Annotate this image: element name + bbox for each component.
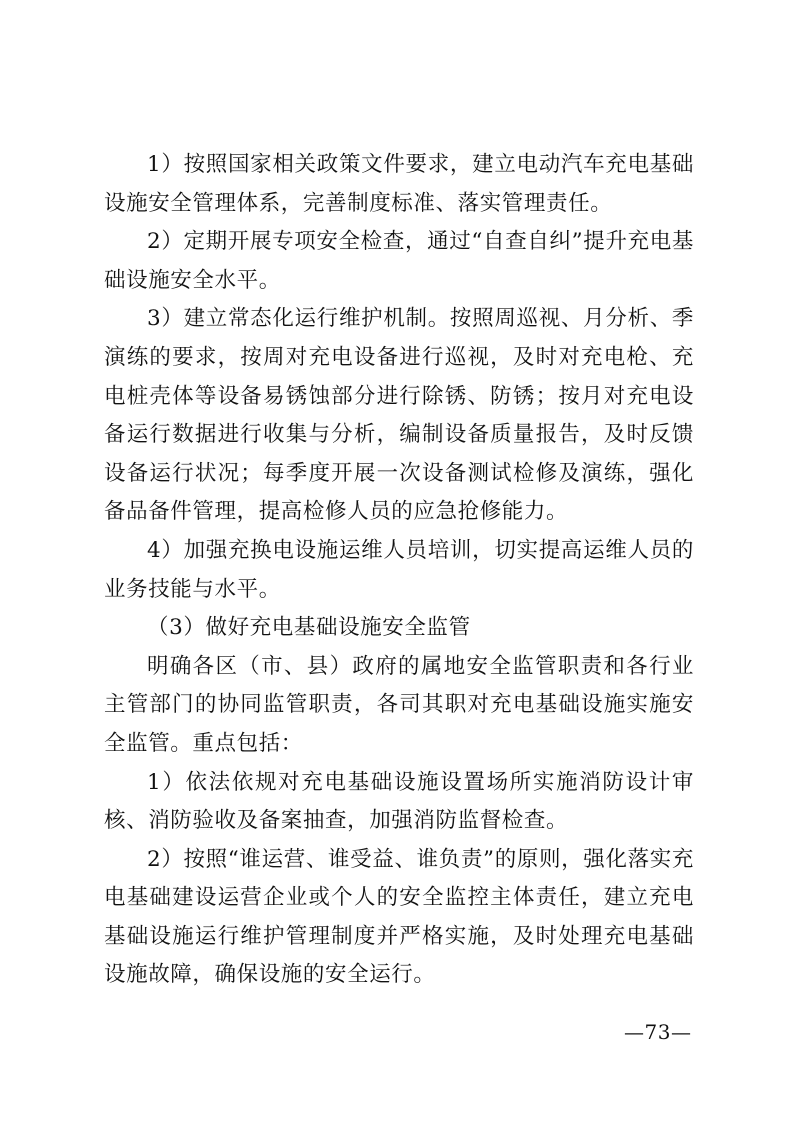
paragraph-item-2: 2）定期开展专项安全检查，通过“自查自纠”提升充电基础设施安全水平。 <box>104 229 694 293</box>
paragraph-item-4: 4）加强充换电设施运维人员培训，切实提高运维人员的业务技能与水平。 <box>104 537 694 602</box>
page-number: —73— <box>624 1020 692 1044</box>
paragraph-item-3: 3）建立常态化运行维护机制。按照周巡视、月分析、季演练的要求，按周对充电设备进行巡视，及时对充电枪、充电桩壳体等设备易锈蚀部分进行除锈、防锈；按月对充电设备运行数据进行收集与分析，编制设备质量报告，及时反馈设备运行状况；每季度开展一次设备测试检修及演练，强化备品备件管理，提高检修人员的应急抢修能力。 <box>104 306 694 525</box>
paragraph-intro: 明确各区（市、县）政府的属地安全监管职责和各行业主管部门的协同监管职责，各司其职对充电基础设施实施安全监管。重点包括： <box>104 653 694 756</box>
body-text <box>104 146 694 995</box>
paragraph-item-5: 1）依法依规对充电基础设施设置场所实施消防设计审核、消防验收及备案抽查，加强消防监督检查。 <box>104 769 694 834</box>
paragraph-item-6: 2）按照“谁运营、谁受益、谁负责”的原则，强化落实充电基础建设运营企业或个人的安全监控主体责任，建立充电基础设施运行维护管理制度并严格实施，及时处理充电基础设施故障，确保设施的安全运行。 <box>104 846 694 988</box>
section-heading: （3）做好充电基础设施安全监管 <box>147 615 471 641</box>
paragraph-item-1: 1）按照国家相关政策文件要求，建立电动汽车充电基础设施安全管理体系，完善制度标准、落实管理责任。 <box>104 152 694 216</box>
